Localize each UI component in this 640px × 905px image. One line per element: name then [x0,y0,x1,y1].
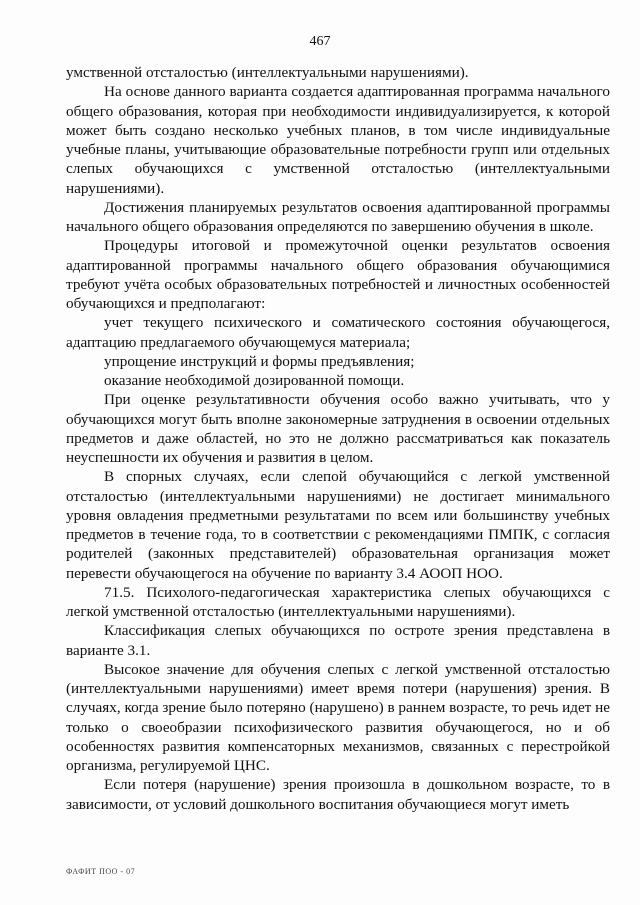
paragraph: Процедуры итоговой и промежуточной оценки результатов освоения адаптированной программы начального общего образования обучающимися требуют учёта особых образовательных потребностей и личностных особенностей обучающихся и предполагают: [66,237,610,312]
paragraph: оказание необходимой дозированной помощи. [104,372,405,389]
paragraph: Достижения планируемых результатов освоения адаптированной программы начального общего образования определяются по завершению обучения в школе. [66,198,610,235]
paragraph: В спорных случаях, если слепой обучающийся с легкой умственной отсталостью (интеллектуальными нарушениями) не достигает минимального уровня овладения предметными результатами по всем или большинству учебных предметов в течение года, то в соответствии с рекомендациями ПМПК, с согласия родителей (законных представителей) образовательная организация может перевести обучающегося на обучение по варианту 3.4 АООП НОО. [66,468,610,582]
paragraph: При оценке результативности обучения особо важно учитывать, что у обучающихся могут быть вполне закономерные затруднения в освоении отдельных предметов и даже областей, но это не должно рассматриваться как показатель неуспешности их обучения и развития в целом. [66,391,610,466]
page-number: 467 [309,34,331,49]
paragraph: Классификация слепых обучающихся по остроте зрения представлена в варианте 3.1. [66,622,610,659]
paragraph: упрощение инструкций и формы предъявления; [104,352,415,370]
document-body [66,63,610,814]
paragraph: умственной отсталостью (интеллектуальными нарушениями). [66,64,469,81]
paragraph: Высокое значение для обучения слепых с легкой умственной отсталостью (интеллектуальными нарушениями) имеет время потери (нарушения) зрения. В случаях, когда зрение было потеряно (нарушено) в раннем возрасте, то речь идет не только о своеобразии психофизического развития обучающегося, но и об особенностях развития компенсаторных механизмов, связанных с перестройкой организма, регулируемой ЦНС. [66,660,610,774]
document-footer: ФАФИТ ПОО - 07 [66,867,136,876]
paragraph: Если потеря (нарушение) зрения произошла в дошкольном возрасте, то в зависимости, от условий дошкольного воспитания обучающиеся могут иметь [66,776,610,813]
paragraph: На основе данного варианта создается адаптированная программа начального общего образования, которая при необходимости индивидуализируется, к которой может быть создано несколько учебных планов, в том числе индивидуальные учебные планы, учитывающие образовательные потребности групп или отдельных слепых обучающихся с умственной отсталостью (интеллектуальными нарушениями). [66,83,610,197]
paragraph: 71.5. Психолого-педагогическая характеристика слепых обучающихся с легкой умственной отсталостью (интеллектуальными нарушениями). [66,583,610,620]
paragraph: учет текущего психического и соматического состояния обучающегося, адаптацию предлагаемого обучающемуся материала; [66,314,610,351]
